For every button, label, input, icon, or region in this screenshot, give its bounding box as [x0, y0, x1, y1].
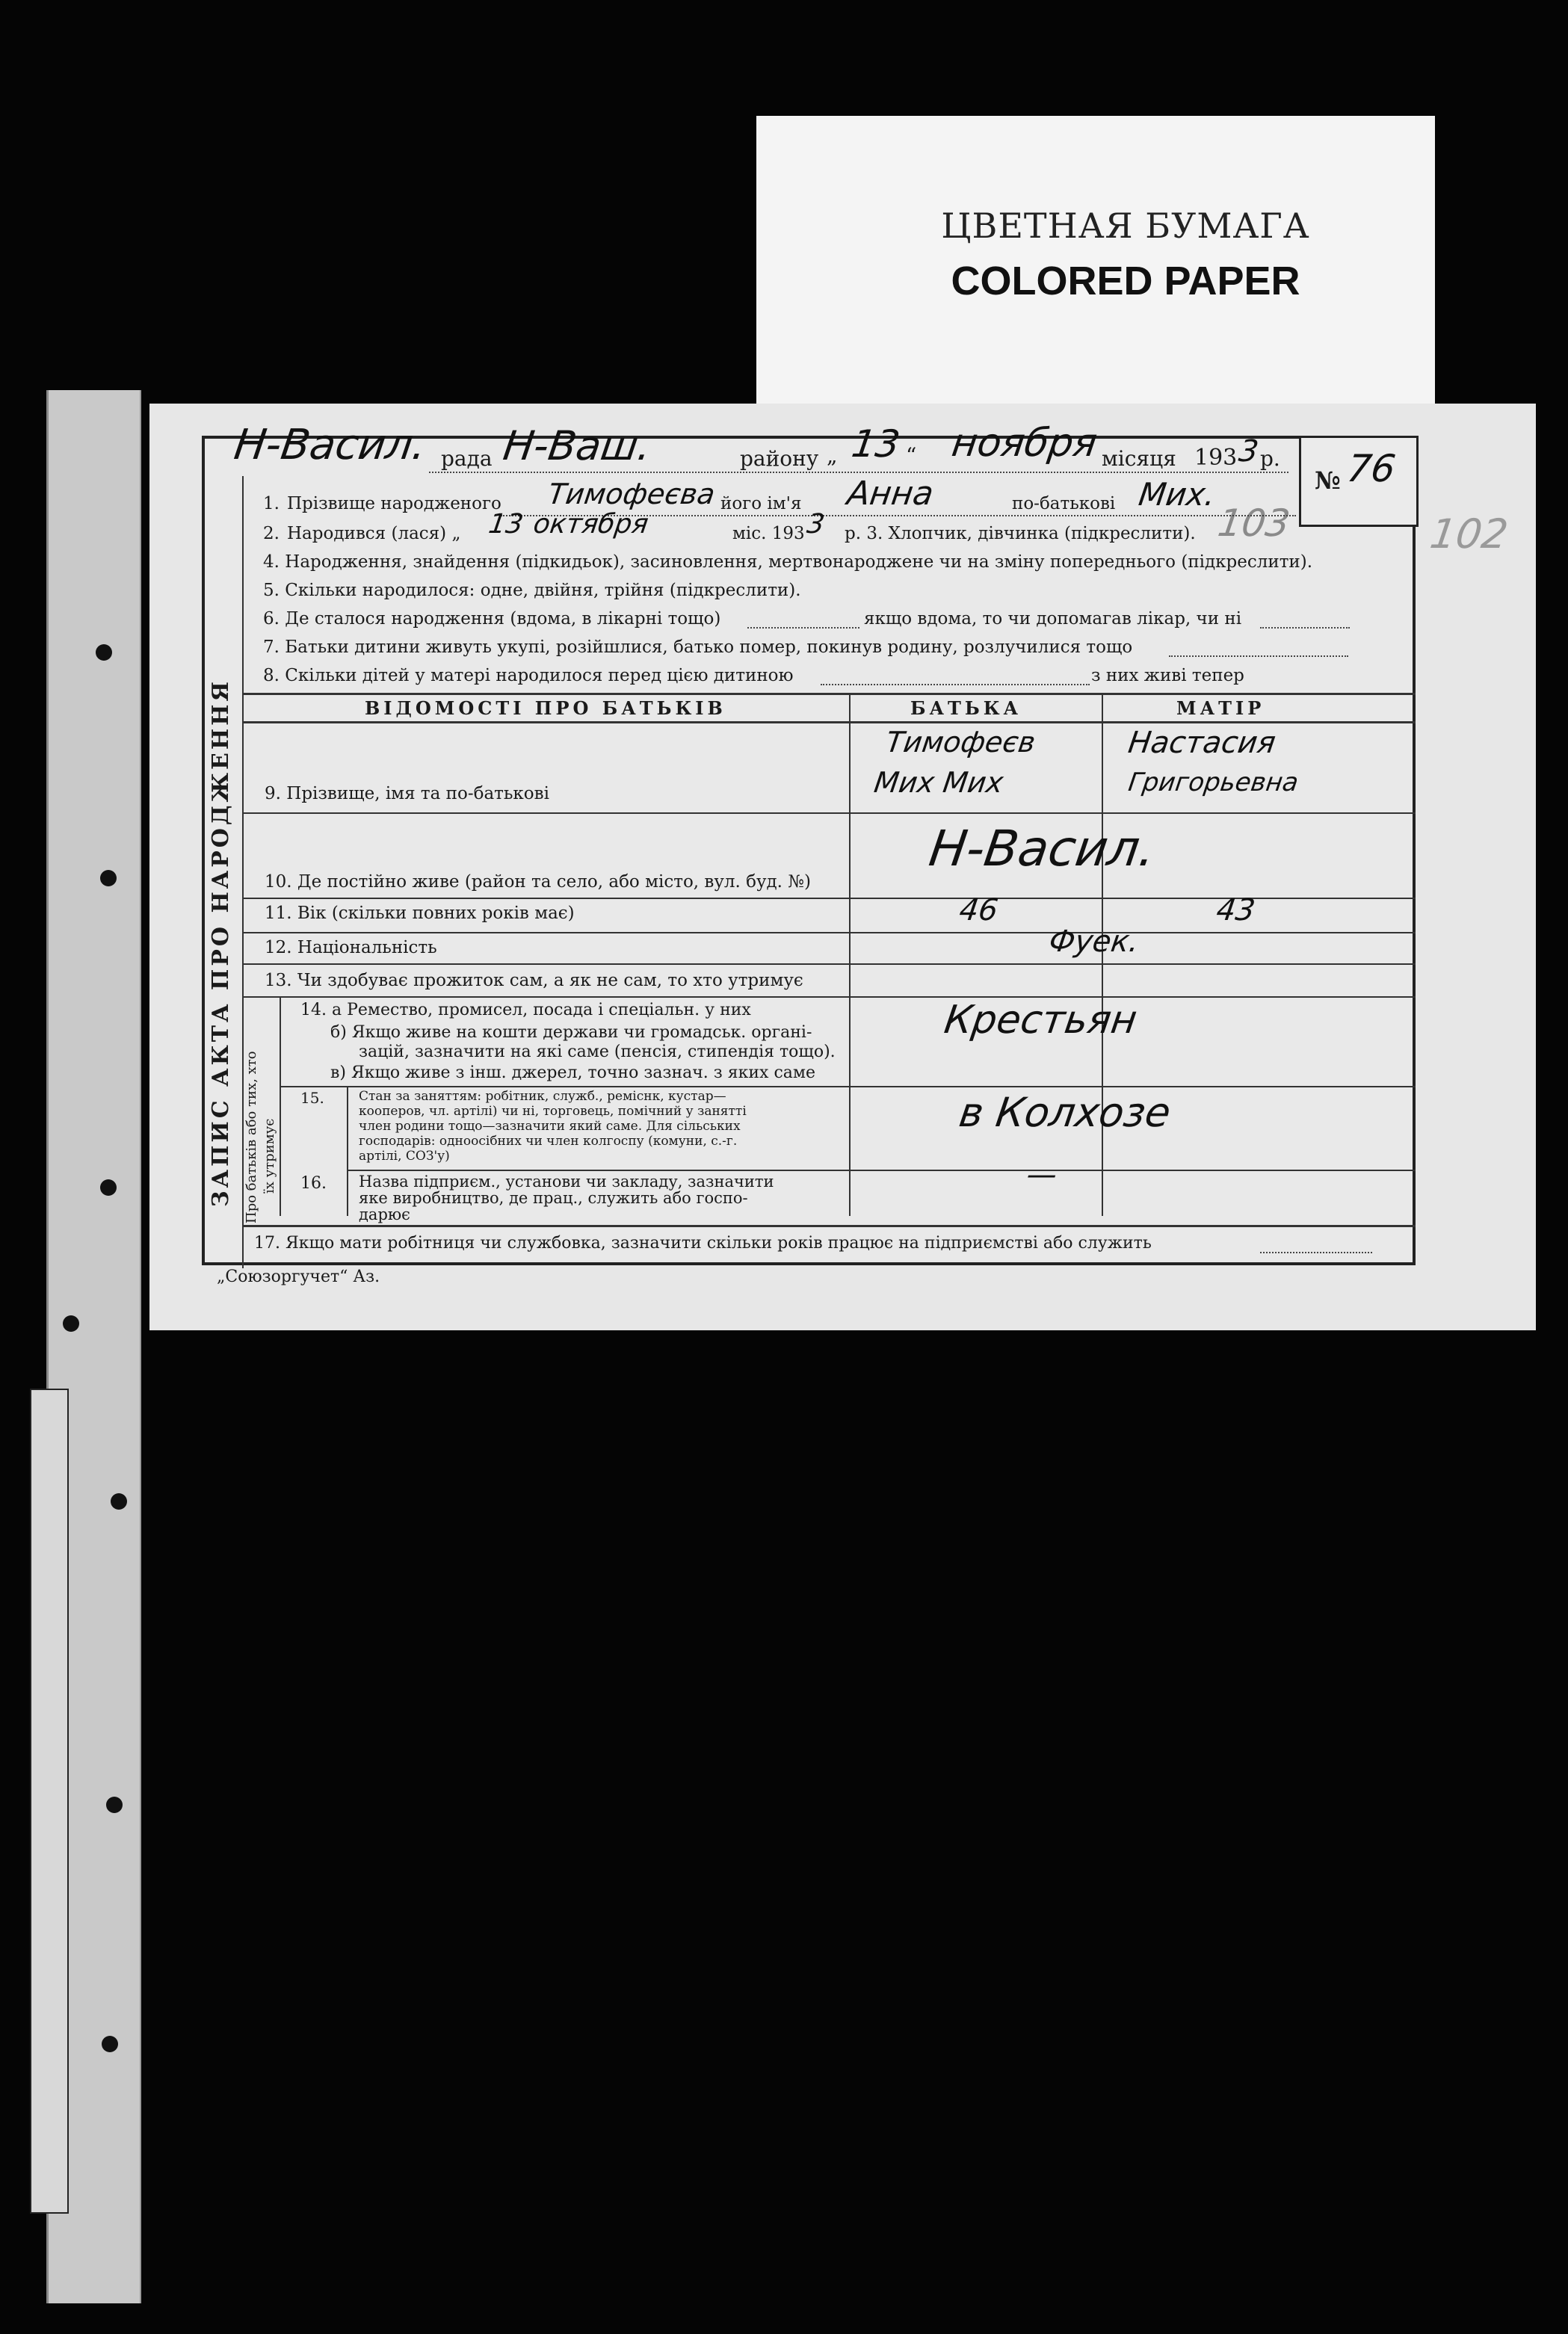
row-16-line-2: яке виробництво, де прац., служить або госпо- — [359, 1189, 748, 1207]
label-number: № — [1315, 466, 1341, 495]
label-russian: ЦВЕТНАЯ БУМАГА — [941, 206, 1310, 246]
margin-note-102: 102 — [1427, 510, 1511, 558]
label-year: 193 — [1194, 445, 1238, 471]
row-11: 11. Вік (скільки повних років має) — [265, 904, 575, 923]
row-2-year-label: міс. 193 — [732, 524, 805, 543]
row-14a: 14. а Ремество, промисел, посада і спеціальн. у них — [300, 1001, 751, 1019]
row-12: 12. Національність — [265, 938, 437, 957]
record-form — [202, 421, 1511, 1265]
row-1-name-label: його ім'я — [720, 494, 802, 513]
row-9: 9. Прізвище, імя та по-батькові — [265, 784, 549, 803]
table-header-mother: МАТІР — [1176, 697, 1265, 719]
colored-paper-label — [756, 116, 1435, 407]
hw-month: ноября — [948, 421, 1100, 466]
row-1-patronymic-label: по-батькові — [1012, 494, 1116, 513]
hw-mother-name-1: Настасия — [1126, 726, 1278, 760]
row-8-children: 8. Скільки дітей у матері народилося перед цією дитиною — [263, 666, 794, 685]
hw-day: 13 — [848, 422, 903, 466]
row-15-line-4: господарів: одноосібних чи член колгоспу (комуни, с.-г. — [359, 1134, 738, 1149]
row-15-line-2: кооперов, чл. артілі) чи ні, торговець, помічний у занятті — [359, 1104, 747, 1119]
label-raion: району — [740, 446, 819, 471]
binding-hole — [106, 1797, 123, 1813]
binding-hole — [63, 1315, 79, 1332]
printer-footer: „Союзоргучет“ Аз. — [217, 1268, 380, 1286]
binding-hole — [102, 2036, 118, 2052]
row-15-line-1: Стан за заняттям: робітник, служб., реміснк, кустар— — [359, 1089, 726, 1104]
hw-year-digit: 3 — [1236, 434, 1261, 469]
row-15-line-5: артілі, СОЗ'у) — [359, 1149, 450, 1164]
label-english: COLORED PAPER — [951, 259, 1300, 303]
row-1-num: 1. — [263, 494, 280, 513]
row-10: 10. Де постійно живе (район та село, або місто, вул. буд. №) — [265, 872, 812, 892]
hw-raion: Н-Ваш. — [500, 422, 655, 469]
vertical-side-2: їх утримує — [262, 1118, 277, 1194]
hw-residence: Н-Васил. — [925, 820, 1159, 877]
hw-workplace: — — [1024, 1158, 1060, 1192]
table-header-main: ВІДОМОСТІ ПРО БАТЬКІВ — [365, 697, 726, 719]
binding-hole — [100, 870, 117, 886]
quote-close: “ — [906, 443, 917, 468]
row-5: 5. Скільки народилося: одне, двійня, трійня (підкреслити). — [263, 581, 801, 600]
hw-birth-year: 3 — [805, 509, 827, 540]
hw-mother-name-2: Григорьевна — [1126, 768, 1300, 797]
label-misyatsia: місяця — [1102, 446, 1176, 471]
hw-council: Н-Васил. — [231, 421, 430, 469]
hw-father-name-2: Мих Мих — [871, 766, 1006, 799]
ledger-fragment — [30, 1389, 69, 2214]
hw-mother-age: 43 — [1214, 893, 1258, 927]
row-13: 13. Чи здобуває прожиток сам, а як не сам, то хто утримує — [265, 971, 803, 990]
vertical-title: ЗАПИС АКТА ПРО НАРОДЖЕННЯ — [208, 679, 234, 1207]
row-6-doctor: якщо вдома, то чи допомагав лікар, чи ні — [864, 609, 1242, 629]
hw-child-surname: Тимофеєва — [546, 478, 717, 510]
row-16-line-3: дарює — [359, 1205, 410, 1223]
hw-nationality: Фуек. — [1046, 924, 1141, 959]
row-8-alive: з них живі тепер — [1091, 666, 1244, 685]
hw-father-name-1: Тимофеєв — [883, 726, 1038, 759]
record-number-box — [1299, 436, 1419, 527]
row-14b-cont: зацій, зазначити на які саме (пенсія, стипендія тощо). — [359, 1043, 836, 1061]
binding-hole — [96, 644, 112, 661]
row-14c: в) Якщо живе з інш. джерел, точно зазнач. з яких саме — [330, 1063, 816, 1082]
row-6-place: 6. Де сталося народження (вдома, в лікарні тощо) — [263, 609, 721, 629]
row-15-line-3: член родини тощо—зазначити який саме. Для сільських — [359, 1119, 741, 1134]
row-17: 17. Якщо мати робітниця чи службовка, зазначити скільки років працює на підприємстві або служить — [254, 1234, 1152, 1253]
margin-note-103: 103 — [1214, 501, 1293, 545]
hw-father-age: 46 — [957, 893, 1001, 927]
row-15-num: 15. — [300, 1089, 324, 1107]
row-2-sex-label: р. 3. Хлопчик, дівчинка (підкреслити). — [845, 524, 1196, 543]
label-r: р. — [1260, 446, 1280, 471]
binding-hole — [111, 1493, 127, 1510]
table-header-father: БАТЬКА — [910, 697, 1022, 719]
hw-child-name: Анна — [845, 475, 936, 513]
row-2-num: 2. — [263, 524, 280, 543]
row-14b: б) Якщо живе на кошти держави чи громадськ. органі- — [330, 1023, 812, 1042]
row-7: 7. Батьки дитини живуть укупі, розійшлися, батько помер, покинув родину, розлучилися тощо — [263, 637, 1133, 657]
hw-birth-month: октября — [531, 509, 650, 540]
row-4: 4. Народження, знайдення (підкидьок), засиновлення, мертвонароджене чи на зміну попереднього (підкреслити). — [263, 552, 1313, 572]
hw-birth-day: 13 — [487, 509, 525, 540]
row-16-num: 16. — [300, 1174, 327, 1193]
hw-record-number: 76 — [1344, 447, 1398, 490]
row-1-surname-label: Прізвище народженого — [287, 494, 501, 513]
row-2-born-label: Народився (лася) „ — [287, 524, 461, 543]
row-16-line-1: Назва підприєм., установи чи закладу, зазначити — [359, 1173, 774, 1191]
hw-child-patronymic: Мих. — [1136, 476, 1218, 513]
label-rada: рада — [441, 446, 493, 471]
binding-hole — [100, 1179, 117, 1196]
hw-occupation: Крестьян — [941, 998, 1140, 1043]
vertical-side-1: Про батьків або тих, хто — [244, 1051, 259, 1223]
hw-employment: в Колхозе — [956, 1089, 1174, 1136]
quote-open: „ — [827, 443, 838, 468]
